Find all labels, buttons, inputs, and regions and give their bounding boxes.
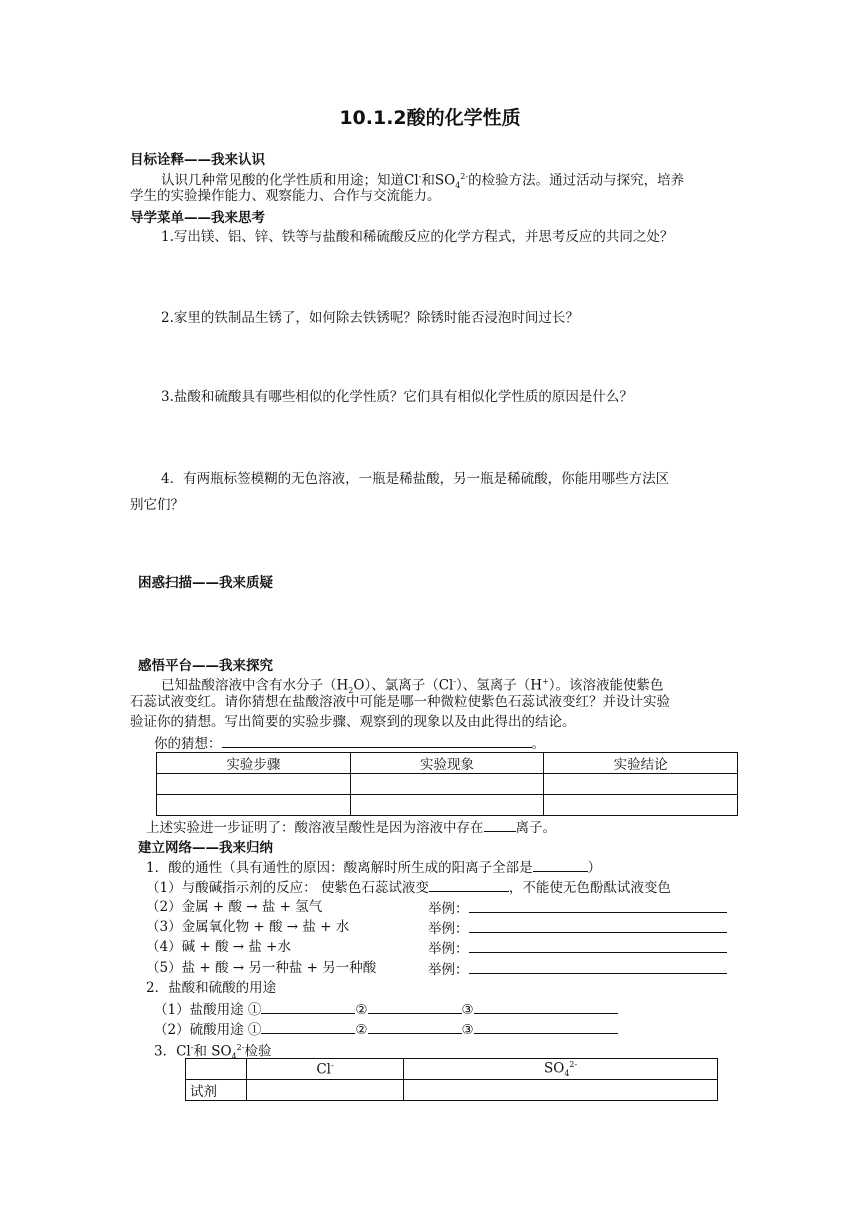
example-2: 举例： xyxy=(428,898,727,918)
example-blank[interactable] xyxy=(469,898,727,913)
guess-blank[interactable] xyxy=(222,733,532,748)
proof-line: 上述实验进一步证明了：酸溶液呈酸性是因为溶液中存在 离子。 xyxy=(146,817,556,837)
exp-cell[interactable] xyxy=(544,795,738,816)
example-4: 举例： xyxy=(428,938,727,958)
reagent-cell-cl[interactable] xyxy=(246,1080,403,1101)
ion-header-cl: Cl- xyxy=(246,1059,403,1080)
explore-line2: 石蕊试液变红。请你猜想在盐酸溶液中可能是哪一种微粒使紫色石蕊试液变红？并设计实验 xyxy=(130,694,670,710)
exp-cell[interactable] xyxy=(544,774,738,795)
acid-common-properties: 1．酸的通性（具有通性的原因：酸离解时所生成的阳离子全部是 ） xyxy=(146,857,601,877)
property-5: （5）盐 + 酸 → 另一种盐 + 另一种酸 xyxy=(146,960,377,976)
goal-text-line2: 学生的实验操作能力、观察能力、合作与交流能力。 xyxy=(130,188,441,204)
explore-heading: 感悟平台——我来探究 xyxy=(138,658,273,674)
guide-heading: 导学菜单——我来思考 xyxy=(130,210,265,226)
use-blank[interactable] xyxy=(261,1019,355,1034)
ion-table-corner xyxy=(186,1059,247,1080)
exp-cell[interactable] xyxy=(157,774,351,795)
exp-header-steps: 实验步骤 xyxy=(157,753,351,774)
property-4: （4）碱 + 酸 → 盐 +水 xyxy=(146,939,291,955)
example-blank[interactable] xyxy=(469,959,727,974)
indicator-blank[interactable] xyxy=(429,877,509,892)
explore-line3: 验证你的猜想。写出简要的实验步骤、观察到的现象以及由此得出的结论。 xyxy=(130,714,576,730)
ion-test-heading: 3．Cl-和 $SO_4^{2-}$检验 xyxy=(154,1043,272,1062)
use-blank[interactable] xyxy=(368,1019,462,1034)
question-2: 2.家里的铁制品生锈了，如何除去铁锈呢？除锈时能否浸泡时间过长？ xyxy=(161,310,579,326)
example-5: 举例： xyxy=(428,959,727,979)
use-blank[interactable] xyxy=(474,1019,618,1034)
example-blank[interactable] xyxy=(469,918,727,933)
exp-header-phenomena: 实验现象 xyxy=(350,753,544,774)
guess-line: 你的猜想： 。 xyxy=(154,733,545,753)
ion-header-so4: $SO_4^{2-}$ xyxy=(404,1059,718,1080)
goal-text-line1: 认识几种常见酸的化学性质和用途；知道Cl-和$SO_4^{2-}$的检验方法。通过活动与探究，培养 xyxy=(161,172,685,191)
uses-heading: 2．盐酸和硫酸的用途 xyxy=(146,980,277,996)
question-4-line1: 4．有两瓶标签模糊的无色溶液，一瓶是稀盐酸，另一瓶是稀硫酸，你能用哪些方法区 xyxy=(161,471,670,487)
explore-line1: 已知盐酸溶液中含有水分子$(H_2O)$、氯离子（Cl-）、氢离子（H+）。该溶液能使紫色 xyxy=(161,677,664,696)
experiment-table xyxy=(156,752,738,816)
question-1: 1.写出镁、铝、锌、铁等与盐酸和稀硫酸反应的化学方程式，并思考反应的共同之处？ xyxy=(161,229,674,245)
reagent-label: 试剂 xyxy=(186,1080,247,1101)
exp-cell[interactable] xyxy=(350,774,544,795)
example-blank[interactable] xyxy=(469,938,727,953)
exp-cell[interactable] xyxy=(157,795,351,816)
h2so4-uses: （2）硫酸用途 ① ② ③ xyxy=(154,1019,618,1039)
confusion-heading: 困惑扫描——我来质疑 xyxy=(138,575,273,591)
use-blank[interactable] xyxy=(474,999,618,1014)
question-4-line2: 别它们？ xyxy=(130,497,184,513)
property-3: （3）金属氧化物 + 酸 → 盐 + 水 xyxy=(146,919,350,935)
use-blank[interactable] xyxy=(368,999,462,1014)
proof-blank[interactable] xyxy=(484,817,516,832)
goal-heading: 目标诠释——我来认识 xyxy=(130,152,265,168)
ion-test-table xyxy=(185,1058,718,1101)
example-3: 举例： xyxy=(428,918,727,938)
use-blank[interactable] xyxy=(261,999,355,1014)
reagent-cell-so4[interactable] xyxy=(404,1080,718,1101)
question-3: 3.盐酸和硫酸具有哪些相似的化学性质？它们具有相似化学性质的原因是什么？ xyxy=(161,389,633,405)
exp-cell[interactable] xyxy=(350,795,544,816)
exp-header-conclusion: 实验结论 xyxy=(544,753,738,774)
hcl-uses: （1）盐酸用途 ① ② ③ xyxy=(154,999,618,1019)
property-1: （1）与酸碱指示剂的反应： 使紫色石蕊试液变 ，不能使无色酚酞试液变色 xyxy=(146,877,671,897)
page-title: 10.1.2酸的化学性质 xyxy=(339,107,521,129)
network-heading: 建立网络——我来归纳 xyxy=(138,840,273,856)
property-2: （2）金属 + 酸 → 盐 + 氢气 xyxy=(146,899,323,915)
cation-blank[interactable] xyxy=(533,857,588,872)
